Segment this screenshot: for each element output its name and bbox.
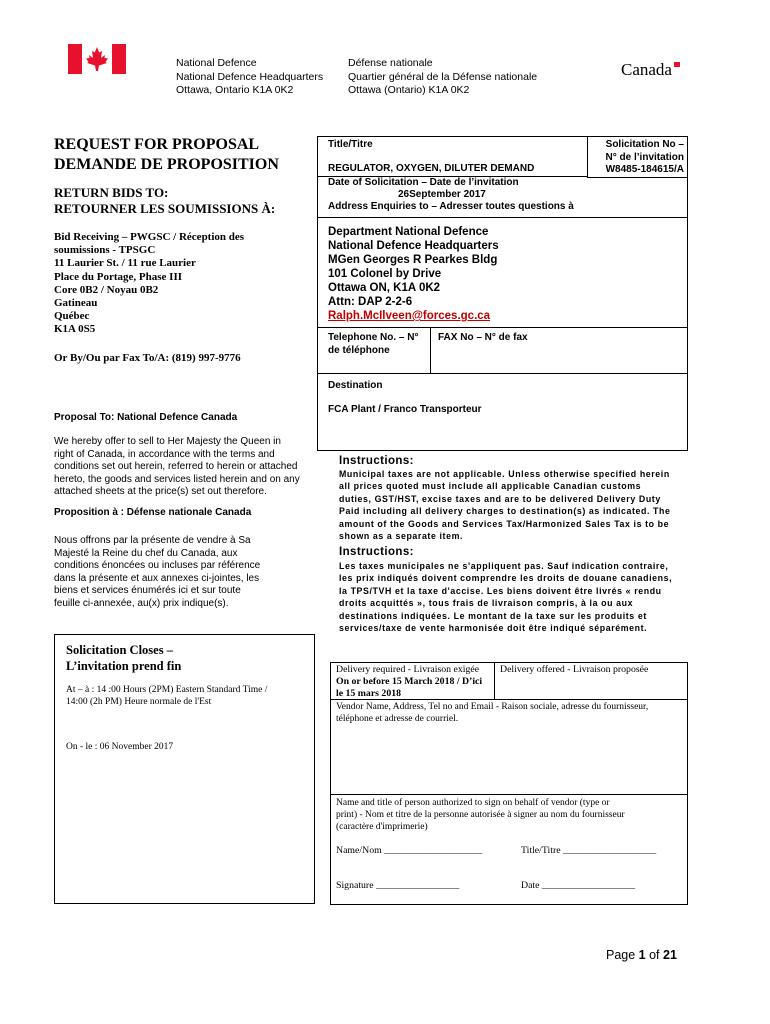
page-sep: of — [645, 948, 663, 962]
divider — [330, 794, 688, 795]
proposition-a: Proposition à : Défense nationale Canada — [54, 507, 252, 518]
offer-fr-line: Majesté la Reine du chef du Canada, aux — [54, 547, 238, 559]
header-french — [348, 57, 537, 98]
title-line: DEMANDE DE PROPOSITION — [54, 155, 279, 173]
instructions-fr-line: les prix indiqués doivent comprendre les droits de douane canadiens, — [339, 573, 673, 584]
date-label: Date of Solicitation – Date de l’invitation — [328, 177, 519, 188]
vendor-info-label — [336, 701, 648, 725]
address-line: Core 0B2 / Noyau 0B2 — [54, 283, 159, 296]
contact-line: Ottawa ON, K1A 0K2 — [328, 282, 441, 294]
offer-fr-line: feuille ci-annexée, au(x) prix indique(s). — [54, 597, 229, 609]
offer-en-line: attached sheets at the price(s) set out therefore. — [54, 486, 267, 498]
offer-en-line: hereto, the goods and services listed herein and on any — [54, 473, 300, 485]
title-line: REQUEST FOR PROPOSAL — [54, 136, 260, 153]
wordmark-flag-icon — [674, 62, 680, 67]
divider — [430, 327, 431, 374]
instructions-fr-line: la TPS/TVH et la taxe d'accise. Les biens doivent être livrés « rendu — [339, 585, 662, 596]
instructions-fr-line: droits acquittés », tous frais de livraison compris, à la ou aux — [339, 598, 634, 609]
divider — [317, 217, 688, 218]
closes-time-line: 14:00 (2h PM) Heure normale de l'Est — [66, 697, 212, 707]
contact-line: Department National Defence — [328, 226, 489, 238]
instructions-en — [339, 468, 671, 542]
page-total: 21 — [663, 948, 677, 962]
title-field[interactable]: Title/Titre ___________________ — [521, 845, 657, 856]
header-fr-line: Défense nationale — [348, 57, 433, 69]
closes-title-line: L’invitation prend fin — [66, 659, 182, 673]
delivery-required-value — [336, 676, 482, 700]
instructions-en-title: Instructions: — [339, 455, 414, 467]
instructions-fr-line: Les taxes municipales ne s'appliquent pas. Sauf indication contraire, — [339, 561, 669, 571]
delivery-required-line: le 15 mars 2018 — [336, 688, 402, 699]
date-value: 26September 2017 — [398, 189, 486, 200]
address-line: 11 Laurier St. / 11 rue Laurier — [54, 257, 196, 270]
divider — [317, 373, 688, 374]
address-line: Québec — [54, 310, 90, 323]
vendor-line: téléphone et adresse de courriel. — [336, 714, 459, 724]
canada-flag-icon — [68, 44, 126, 74]
divider — [317, 327, 688, 328]
return-line: RETURN BIDS TO: — [54, 185, 169, 200]
fax-line: Or By/Ou par Fax To/A: (819) 997-9776 — [54, 352, 241, 364]
bid-receiving-address — [54, 231, 244, 337]
destination-label: Destination — [328, 380, 383, 391]
page-number — [606, 948, 677, 962]
closes-time — [66, 684, 267, 708]
instructions-fr-line: destinations indiquées. Le montant de la taxe sur les produits et — [339, 610, 647, 621]
delivery-required-line: On or before 15 March 2018 / D’ici — [336, 676, 483, 687]
title-value: REGULATOR, OXYGEN, DILUTER DEMAND — [328, 163, 535, 174]
authorized-label — [336, 797, 625, 833]
contact-line: MGen Georges R Pearkes Bldg — [328, 254, 498, 266]
instructions-en-line: all prices quoted must include all applicable Canadian customs — [339, 481, 642, 492]
delivery-required-label: Delivery required - Livraison exigée — [336, 664, 480, 675]
offer-french — [54, 535, 260, 611]
fax-label: FAX No – N° de fax — [438, 332, 528, 343]
date-field[interactable]: Date ___________________ — [521, 880, 636, 891]
offer-english — [54, 436, 300, 499]
name-field[interactable]: Name/Nom ____________________ — [336, 845, 483, 856]
closes-title — [66, 642, 181, 674]
telephone-line: de téléphone — [328, 344, 390, 356]
enquiries-label: Address Enquiries to – Adresser toutes questions à — [328, 201, 574, 212]
title-label: Title/Titre — [328, 139, 373, 150]
offer-fr-line: dans la présente et aux annexes ci-jointes, les — [54, 572, 260, 584]
header-en-line: National Defence — [176, 57, 257, 69]
authorized-line: (caractère d'imprimerie) — [336, 822, 428, 832]
instructions-fr-title: Instructions: — [339, 546, 414, 558]
instructions-en-line: Paid including all delivery charges to destination(s) as indicated. The — [339, 506, 671, 517]
signature-field[interactable]: Signature _________________ — [336, 880, 460, 891]
contact-line: Attn: DAP 2-2-6 — [328, 296, 413, 308]
header-en-line: National Defence Headquarters — [176, 70, 324, 83]
address-line: soumissions - TPSGC — [54, 244, 156, 257]
offer-en-line: We hereby offer to sell to Her Majesty the Queen in — [54, 436, 281, 447]
closes-title-line: Solicitation Closes – — [66, 643, 173, 657]
header-english — [176, 57, 323, 98]
telephone-line: Telephone No. – N° — [328, 332, 419, 343]
address-line: Bid Receiving – PWGSC / Réception des — [54, 231, 245, 243]
address-line: Gatineau — [54, 297, 98, 310]
offer-en-line: right of Canada, in accordance with the terms and — [54, 448, 275, 460]
header-fr-line: Quartier général de la Défense nationale — [348, 70, 538, 83]
header-fr-line: Ottawa (Ontario) K1A 0K2 — [348, 84, 470, 96]
divider — [587, 177, 688, 178]
divider — [494, 662, 495, 700]
return-line: RETOURNER LES SOUMISSIONS À: — [54, 201, 276, 216]
instructions-en-line: amount of the Goods and Services Tax/Harmonized Sales Tax is to be — [339, 518, 670, 529]
solicitation-line: Solicitation No – — [605, 139, 684, 150]
contact-line: National Defence Headquarters — [328, 240, 499, 252]
instructions-fr — [339, 560, 672, 634]
telephone-label — [328, 332, 419, 357]
solicitation-line: W8485-184615/A — [605, 164, 684, 175]
address-line: Place du Portage, Phase III — [54, 270, 183, 283]
instructions-fr-line: services/taxe de vente harmonisée doit être indiqué séparément. — [339, 623, 648, 634]
authorized-line: Name and title of person authorized to sign on behalf of vendor (type or — [336, 798, 610, 808]
canada-wordmark — [621, 60, 672, 80]
divider — [587, 136, 588, 178]
offer-fr-line: biens et services énumérés ici et sur toute — [54, 585, 241, 597]
contact-address — [328, 225, 499, 323]
solicitation-line: N° de l’invitation — [605, 151, 684, 163]
header-en-line: Ottawa, Ontario K1A 0K2 — [176, 84, 294, 96]
instructions-en-line: Municipal taxes are not applicable. Unless otherwise specified herein — [339, 469, 670, 479]
authorized-line: print) - Nom et titre de la personne autorisée à signer au nom du fournisseur — [336, 810, 625, 820]
offer-fr-line: conditions énoncées ou incluses par référence — [54, 560, 261, 572]
page-prefix: Page — [606, 948, 639, 962]
document-title — [54, 135, 279, 174]
solicitation-number — [592, 139, 684, 177]
address-line: K1A 0S5 — [54, 323, 96, 336]
solicitation-closes-box — [54, 634, 315, 904]
closes-time-line: At – à : 14 :00 Hours (2PM) Eastern Standard Time / — [66, 685, 268, 695]
canada-wordmark-text: Canada — [621, 60, 672, 79]
contact-email-link[interactable]: Ralph.McIlveen@forces.gc.ca — [328, 310, 491, 322]
page-current: 1 — [638, 948, 646, 962]
instructions-en-line: duties, GST/HST, excise taxes and are to be delivered Delivery Duty — [339, 493, 661, 504]
destination-value: FCA Plant / Franco Transporteur — [328, 404, 482, 415]
return-bids-heading — [54, 185, 275, 217]
instructions-en-line: shown as a separate item. — [339, 531, 464, 542]
delivery-offered-label: Delivery offered - Livraison proposée — [500, 664, 649, 675]
proposal-to: Proposal To: National Defence Canada — [54, 412, 238, 423]
contact-line: 101 Colonel by Drive — [328, 268, 442, 280]
vendor-line: Vendor Name, Address, Tel no and Email - Raison sociale, adresse du fournisseur, — [336, 702, 649, 712]
offer-en-line: conditions set out herein, referred to herein or attached — [54, 461, 298, 473]
offer-fr-line: Nous offrons par la présente de vendre à Sa — [54, 535, 251, 546]
closes-date: On - le : 06 November 2017 — [66, 742, 174, 752]
